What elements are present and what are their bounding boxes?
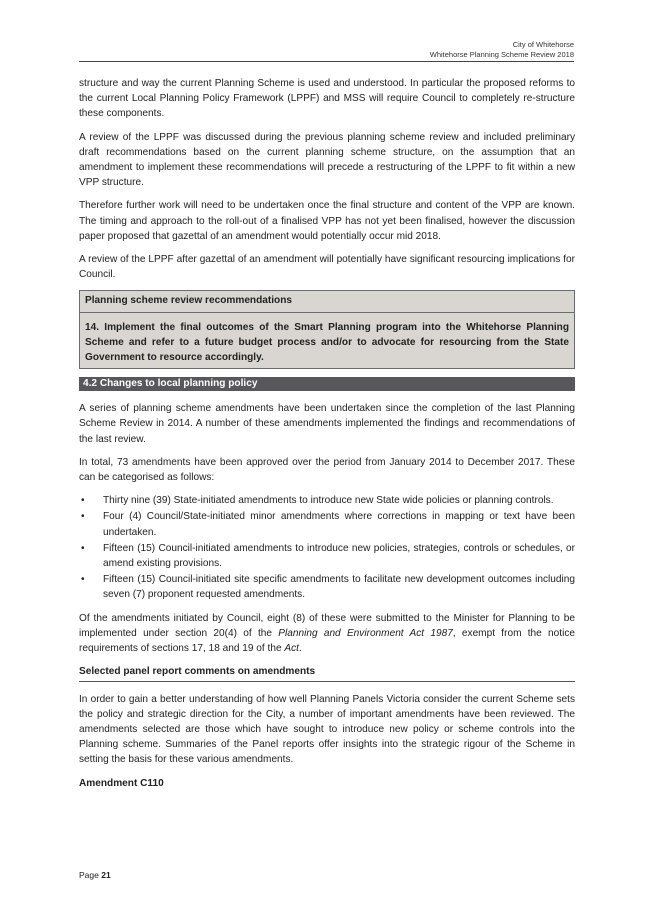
paragraph: A review of the LPPF after gazettal of an amendment will potentially have significant resourcing implications for Council. [79, 254, 575, 281]
paragraph: A review of the LPPF was discussed during the previous planning scheme review and included preliminary draft recommendations based on the current planning scheme structure, on the assumption that an amendment to implement these recommendations will precede a restructuring of the LPPF to fit within a new VPP structure. [79, 131, 575, 189]
section-heading: 4.2 Changes to local planning policy [79, 377, 575, 391]
paragraph: A series of planning scheme amendments have been undertaken since the completion of the last Planning Scheme Review in 2014. A number of these amendments implemented the findings and recommendations of the last review. [79, 403, 575, 445]
page-label: Page [79, 870, 99, 880]
list-item: • Thirty nine (39) State-initiated amendments to introduce new State wide policies or planning controls. [79, 493, 575, 508]
page-footer [79, 870, 111, 880]
paragraph: Therefore further work will need to be undertaken once the final structure and content of the VPP are known. The timing and approach to the roll-out of a finalised VPP has not yet been finalised, however the discussion paper proposed that gazettal of an amendment would potentially occur mid 2018. [79, 200, 575, 242]
bullet-icon: • [81, 511, 85, 523]
recommendation-title: Planning scheme review recommendations [80, 291, 574, 312]
recommendation-box [79, 290, 575, 369]
amendment-category-list [79, 493, 575, 602]
page-number: 21 [101, 870, 111, 880]
page-body [79, 76, 575, 791]
header-org: City of Whitehorse [512, 40, 574, 49]
paragraph: In order to gain a better understanding of how well Planning Panels Victoria consider the current Scheme sets the policy and strategic direction for the City, a number of important amendments have been reviewed. The amendments selected are those which have sought to introduce new policy or scheme controls into the Planning scheme. Summaries of the Panel reports offer insights into the strategic rigour of the Scheme in setting the basis for these various amendments. [79, 693, 575, 766]
bullet-icon: • [81, 495, 85, 507]
list-item: • Fifteen (15) Council-initiated amendments to introduce new policies, strategies, controls or schedules, or amend existing provisions. [81, 542, 575, 570]
list-item: • Four (4) Council/State-initiated minor amendments where corrections in mapping or text have been undertaken. [81, 511, 575, 538]
amendment-heading: Amendment C110 [79, 777, 164, 789]
bullet-icon: • [81, 542, 85, 554]
paragraph: structure and way the current Planning Scheme is used and understood. In particular the proposed reforms to the current Local Planning Policy Framework (LPPF) and MSS will require Council to completely re-structure these components. [79, 78, 575, 120]
panel-comments-heading: Selected panel report comments on amendments [79, 664, 575, 681]
paragraph-amendments-minister: Of the amendments initiated by Council, eight (8) of these were submitted to the Minister for Planning to be implemented under section 20(4) of the Planning and Environment Act 1987, exempt from the notice requirements of sections 17, 18 and 19 of the Act. [79, 612, 575, 655]
recommendation-item [80, 313, 574, 369]
act-title: Planning and Environment Act 1987 [278, 627, 453, 639]
running-header [430, 40, 574, 60]
paragraph: In total, 73 amendments have been approved over the period from January 2014 to December 2017. These can be categorised as follows: [79, 456, 575, 484]
recommendation-number: 14. [85, 321, 100, 333]
header-rule [79, 61, 574, 62]
act-short-title: Act [284, 643, 299, 655]
list-item: • Fifteen (15) Council-initiated site specific amendments to facilitate new development outcomes including seven (7) proponent requested amendments. [81, 574, 575, 601]
recommendation-text: Implement the final outcomes of the Smart Planning program into the Whitehorse Planning Scheme and refer to a future budget process and/or to advocate for resourcing from the State Government to resource accordingly. [85, 321, 570, 364]
header-doc-title: Whitehorse Planning Scheme Review 2018 [429, 50, 574, 59]
bullet-icon: • [81, 574, 85, 586]
